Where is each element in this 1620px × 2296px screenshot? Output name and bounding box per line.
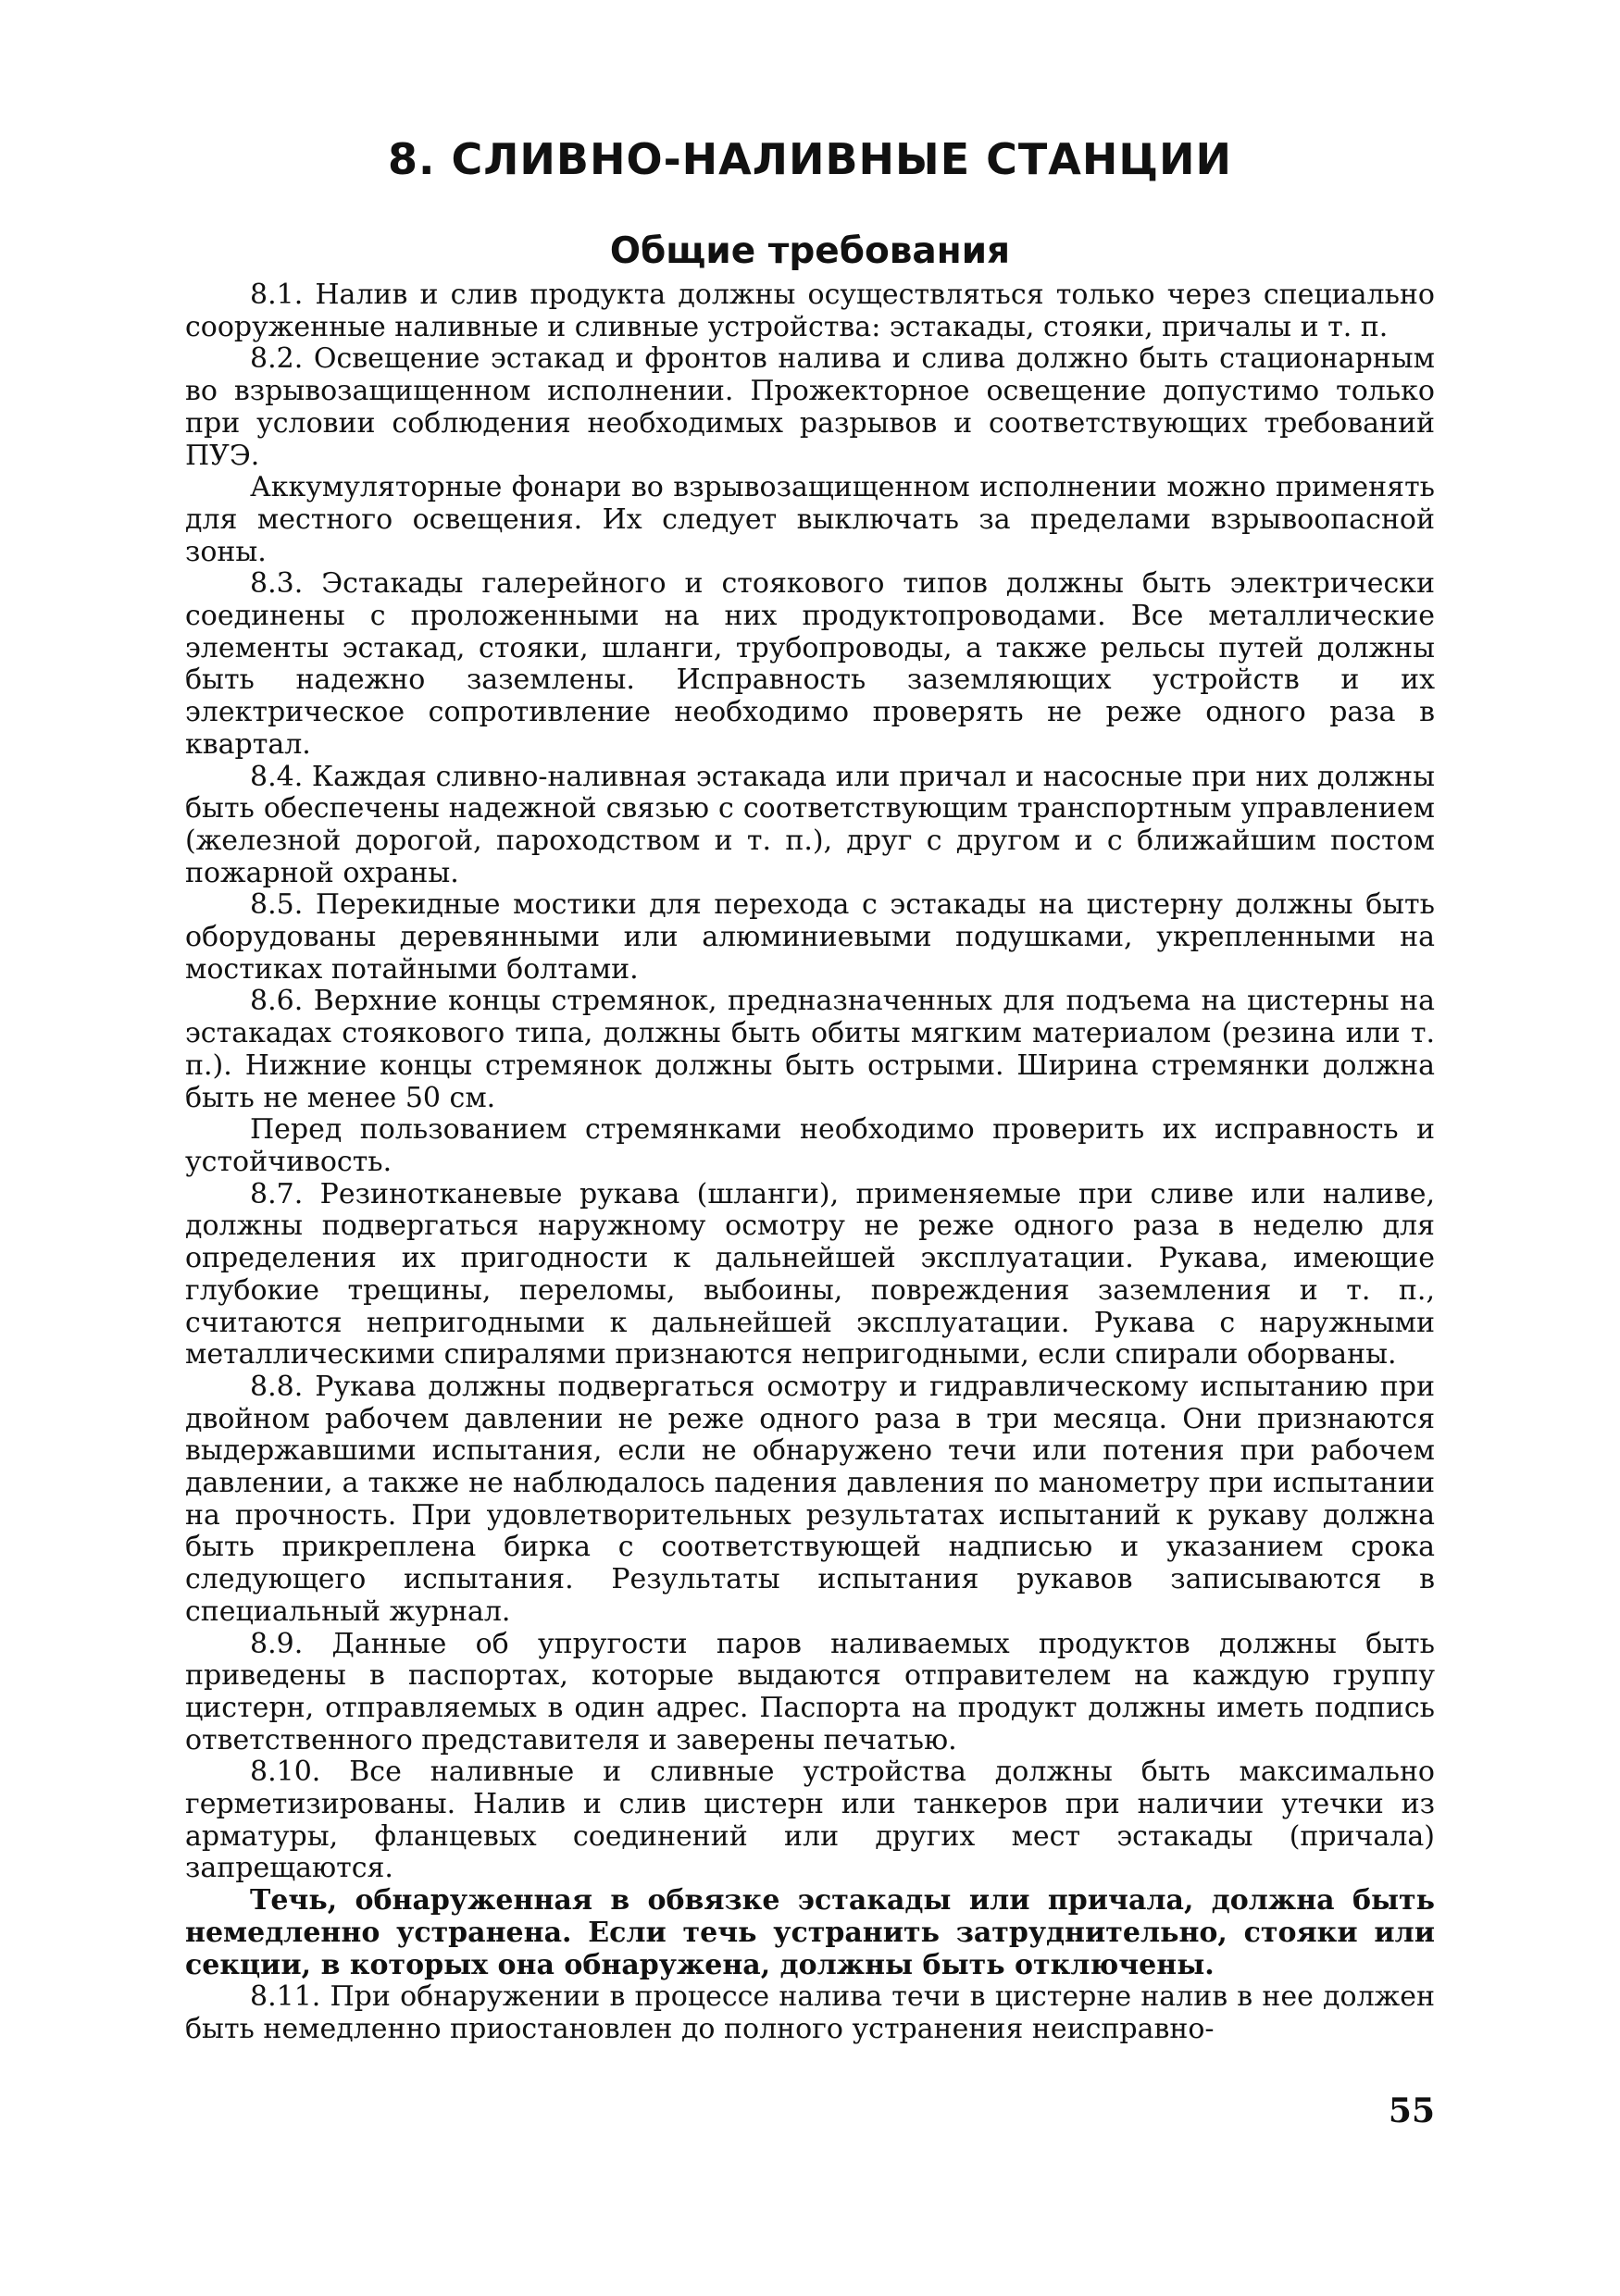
body-text (185, 279, 1435, 2046)
chapter-title: 8. СЛИВНО-НАЛИВНЫЕ СТАНЦИИ (387, 134, 1233, 184)
paragraph-8-9: 8.9. Данные об упругости паров наливаемых продуктов должны быть приведены в паспортах, которые выдаются отправителем на каждую группу цистерн, отправляемых в один адрес. Паспорта на продукт должны иметь подпись ответственного представителя и заверены печатью. (185, 1627, 1435, 1756)
paragraph-8-11: 8.11. При обнаружении в процессе налива течи в цистерне налив в нее должен быть немедленно приостановлен до полного устранения неисправно- (185, 1980, 1435, 2045)
paragraph-8-2: 8.2. Освещение эстакад и фронтов налива и слива должно быть стационарным во взрывозащищенном исполнении. Прожекторное освещение допустимо только при условии соблюдения необходимых разрывов и соответствующих требований ПУЭ. (185, 342, 1435, 472)
paragraph-8-3: 8.3. Эстакады галерейного и стоякового типов должны быть электрически соединены с проложенными на них продуктопроводами. Все металлические элементы эстакад, стояки, шланги, трубопроводы, а также рельсы путей должны быть надежно заземлены. Исправность заземляющих устройств и их электрическое сопротивление необходимо проверять не реже одного раза в квартал. (185, 567, 1435, 761)
paragraph-8-5: 8.5. Перекидные мостики для перехода с эстакады на цистерну должны быть оборудованы деревянными или алюминиевыми подушками, укрепленными на мостиках потайными болтами. (185, 888, 1435, 986)
section-title: Общие требования (609, 230, 1011, 272)
paragraph-8-10: 8.10. Все наливные и сливные устройства должны быть максимально герметизированы. Налив и слив цистерн или танкеров при наличии утечки из арматуры, фланцевых соединений или других мест эстакады (причала) запрещаются. (185, 1756, 1435, 1885)
paragraph-ladders: Перед пользованием стремянками необходимо проверить их исправность и устойчивость. (185, 1113, 1435, 1178)
paragraph-leak: Течь, обнаруженная в обвязке эстакады или причала, должна быть немедленно устранена. Если течь устранить затруднительно, стояки или секции, в которых она обнаружена, должны быть отключены. (185, 1884, 1435, 1981)
paragraph-8-4: 8.4. Каждая сливно-наливная эстакада или причал и насосные при них должны быть обеспечены надежной связью с соответствующим транспортным управлением (железной дорогой, пароходством и т. п.), друг с другом и с ближайшим постом пожарной охраны. (185, 760, 1435, 889)
paragraph-8-1: 8.1. Налив и слив продукта должны осуществляться только через специально сооруженные наливные и сливные устройства: эстакады, стояки, причалы и т. п. (185, 279, 1435, 343)
paragraph-8-6: 8.6. Верхние концы стремянок, предназначенных для подъема на цистерны на эстакадах стоякового типа, должны быть обиты мягким материалом (резина или т. п.). Нижние концы стремянок должны быть острыми. Ширина стремянки должна быть не менее 50 см. (185, 985, 1435, 1114)
page-content (185, 120, 1435, 2046)
paragraph-8-7: 8.7. Резинотканевые рукава (шланги), применяемые при сливе или наливе, должны подвергаться наружному осмотру не реже одного раза в неделю для определения их пригодности к дальнейшей эксплуатации. Рукава, имеющие глубокие трещины, переломы, выбоины, повреждения заземления и т. п., считаются непригодными к дальнейшей эксплуатации. Рукава с наружными металлическими спиралями признаются непригодными, если спирали оборваны. (185, 1177, 1435, 1371)
paragraph-flashlights: Аккумуляторные фонари во взрывозащищенном исполнении можно применять для местного освещения. Их следует выключать за пределами взрывоопасной зоны. (185, 471, 1435, 568)
page-number: 55 (1388, 2091, 1435, 2130)
paragraph-8-8: 8.8. Рукава должны подвергаться осмотру и гидравлическому испытанию при двойном рабочем давлении не реже одного раза в три месяца. Они признаются выдержавшими испытания, если не обнаружено течи или потения при рабочем давлении, а также не наблюдалось падения давления по манометру при испытании на прочность. При удовлетворительных результатах испытаний к рукаву должна быть прикреплена бирка с соответствующей надписью и указанием срока следующего испытания. Результаты испытания рукавов записываются в специальный журнал. (185, 1370, 1435, 1628)
